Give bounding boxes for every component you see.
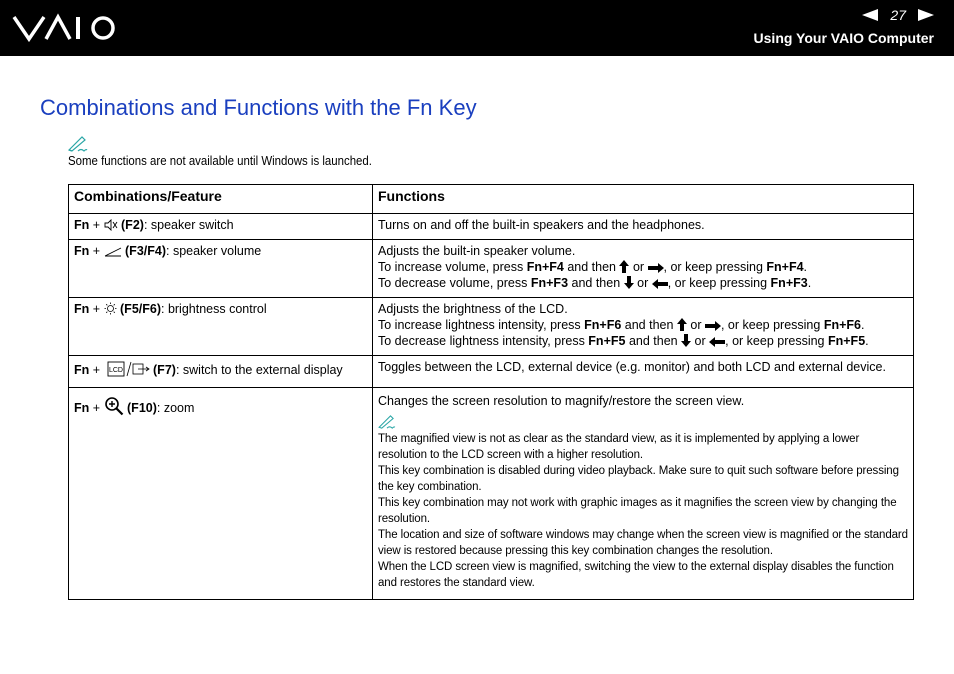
note-item: The location and size of software windows may change when the screen view is magnified or the standard view is restored because pressing this key combination changes the resolution. xyxy=(378,529,908,557)
svg-text:LCD: LCD xyxy=(108,367,123,374)
column-header: Functions xyxy=(373,185,914,214)
combination-cell: Fn + (F2): speaker switch xyxy=(69,214,373,240)
sun-icon xyxy=(104,302,117,315)
arrow-up-icon xyxy=(619,260,629,273)
fn-key-table xyxy=(68,184,914,600)
note-item: When the LCD screen view is magnified, switching the view to the external display disables the function and restores the standard view. xyxy=(378,561,894,589)
display-switch-icon xyxy=(104,361,150,377)
page-title: Combinations and Functions with the Fn Key xyxy=(40,95,477,120)
function-cell: Adjusts the built-in speaker volume. To increase volume, press Fn+F4 and then or , or keep pressing Fn+F4. To decrease volume, press Fn+F3 and then or , or keep pressing Fn+F3. xyxy=(373,240,914,298)
arrow-down-icon xyxy=(624,276,634,289)
note-text: Some functions are not available until Windows is launched. xyxy=(68,153,372,168)
arrow-left-icon xyxy=(652,279,668,289)
table-row xyxy=(69,214,914,240)
combination-cell: Fn + (F5/F6): brightness control xyxy=(69,298,373,356)
column-header: Combinations/Feature xyxy=(69,185,373,214)
function-cell: Turns on and off the built-in speakers and the headphones. xyxy=(373,214,914,240)
arrow-right-icon xyxy=(705,321,721,331)
page-nav xyxy=(862,7,934,23)
magnifier-plus-icon xyxy=(104,396,124,416)
combination-cell: Fn + LCD (F7): switch to the external display xyxy=(69,356,373,388)
section-title: Using Your VAIO Computer xyxy=(753,30,934,46)
next-page-icon[interactable] xyxy=(918,9,934,21)
table-row xyxy=(69,240,914,298)
note-item: This key combination may not work with graphic images as it magnifies the screen view by changing the resolution. xyxy=(378,497,897,525)
arrow-down-icon xyxy=(681,334,691,347)
page-number: 27 xyxy=(890,7,906,23)
table-row xyxy=(69,298,914,356)
arrow-up-icon xyxy=(677,318,687,331)
table-row xyxy=(69,388,914,600)
previous-page-icon[interactable] xyxy=(862,9,878,21)
header-bar xyxy=(0,0,954,56)
vaio-logo xyxy=(12,12,122,44)
arrow-right-icon xyxy=(648,263,664,273)
table-row xyxy=(69,356,914,388)
arrow-left-icon xyxy=(709,337,725,347)
speaker-mute-icon xyxy=(104,219,118,231)
pencil-note-icon xyxy=(378,415,396,429)
function-cell: Toggles between the LCD, external device (e.g. monitor) and both LCD and external device. xyxy=(373,356,914,388)
table-header-row xyxy=(69,185,914,214)
function-cell: Changes the screen resolution to magnify/restore the screen view. The magnified view is not as clear as the standard view, as it is implemented by applying a lower resolution to the LCD screen with a higher resolution. This key combination is disabled during video playback. Make sure to quit such software before pressing the key combination. This key combination may not work with graphic images as it magnifies the screen view by changing the resolution. The location and size of software windows may change when the screen view is magnified or the standard view is restored because pressing this key combination changes the resolution. When the LCD screen view is magnified, switching the view to the external display disables the function and restores the standard view. xyxy=(373,388,914,600)
function-cell: Adjusts the brightness of the LCD. To increase lightness intensity, press Fn+F6 and then or , or keep pressing Fn+F6. To decrease lightness intensity, press Fn+F5 and then or , or keep pressing Fn+F5. xyxy=(373,298,914,356)
note-item: This key combination is disabled during video playback. Make sure to quit such software before pressing the key combination. xyxy=(378,465,899,493)
combination-cell: Fn + (F10): zoom xyxy=(69,388,373,600)
combination-cell: Fn + (F3/F4): speaker volume xyxy=(69,240,373,298)
note-item: The magnified view is not as clear as the standard view, as it is implemented by applying a lower resolution to the LCD screen with a higher resolution. xyxy=(378,433,860,461)
pencil-note-icon xyxy=(68,136,88,152)
volume-ramp-icon xyxy=(104,247,122,257)
